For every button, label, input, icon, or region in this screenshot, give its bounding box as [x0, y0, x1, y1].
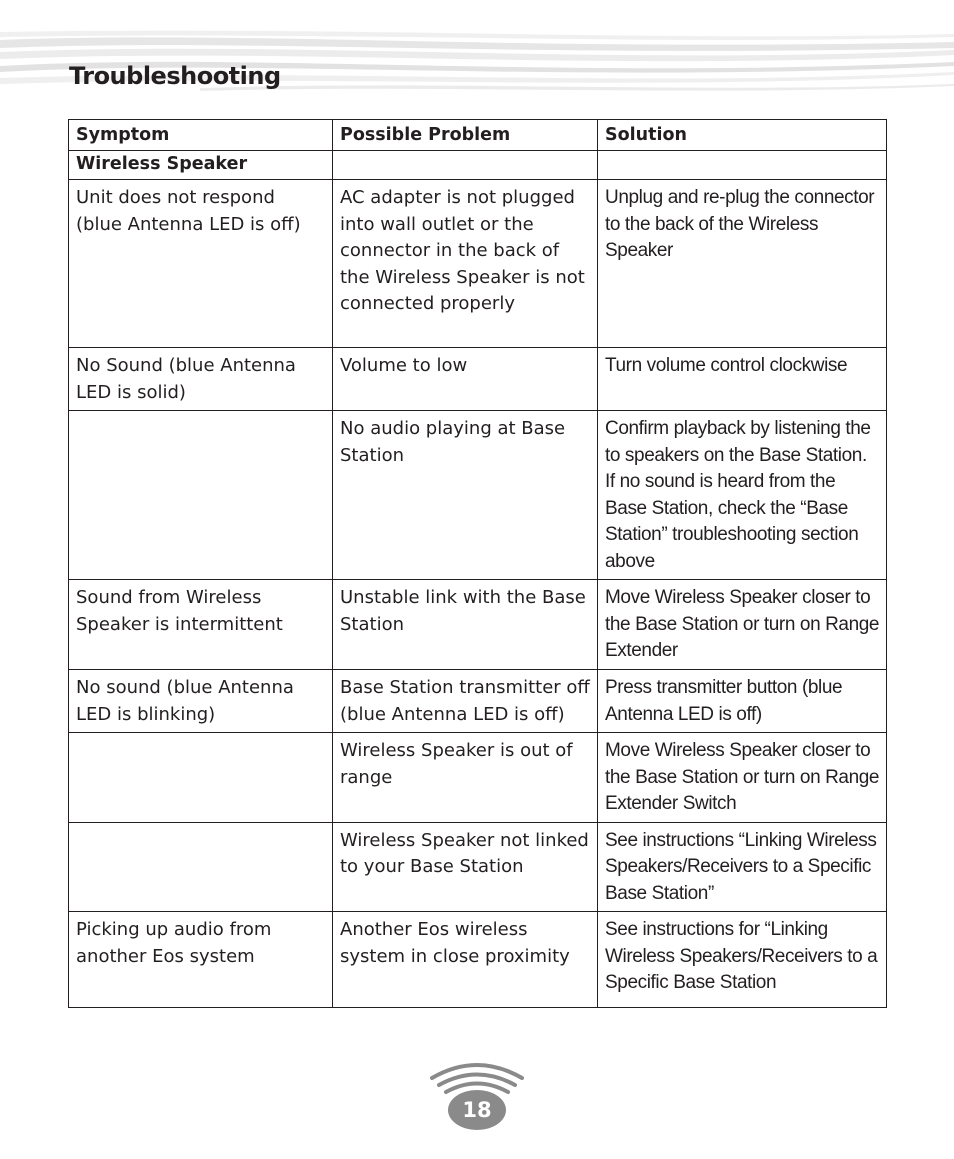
table-row — [69, 580, 887, 670]
problem-cell: Unstable link with the Base Station — [333, 580, 598, 670]
solution-cell: Move Wireless Speaker closer to the Base Station or turn on Range Extender Switch — [598, 733, 887, 823]
section-row-wireless-speaker — [69, 151, 887, 180]
section-label: Wireless Speaker — [69, 151, 333, 180]
symptom-cell: No Sound (blue Antenna LED is solid) — [69, 348, 333, 411]
header-solution: Solution — [598, 120, 887, 151]
header-symptom: Symptom — [69, 120, 333, 151]
table-row — [69, 348, 887, 411]
problem-cell: Another Eos wireless system in close proximity — [333, 912, 598, 1008]
section-empty-cell — [598, 151, 887, 180]
symptom-cell — [69, 411, 333, 580]
solution-cell: Unplug and re-plug the connector to the back of the Wireless Speaker — [598, 180, 887, 348]
problem-cell: Base Station transmitter off (blue Antenna LED is off) — [333, 670, 598, 733]
section-empty-cell — [333, 151, 598, 180]
solution-cell: See instructions for “Linking Wireless Speakers/Receivers to a Specific Base Station — [598, 912, 887, 1008]
table-row — [69, 822, 887, 912]
problem-cell: No audio playing at Base Station — [333, 411, 598, 580]
problem-cell: AC adapter is not plugged into wall outlet or the connector in the back of the Wireless Speaker is not connected properly — [333, 180, 598, 348]
symptom-cell: No sound (blue Antenna LED is blinking) — [69, 670, 333, 733]
page-number: 18 — [462, 1098, 492, 1122]
problem-cell: Wireless Speaker is out of range — [333, 733, 598, 823]
symptom-cell — [69, 733, 333, 823]
symptom-cell: Sound from Wireless Speaker is intermittent — [69, 580, 333, 670]
solution-cell: See instructions “Linking Wireless Speakers/Receivers to a Specific Base Station” — [598, 822, 887, 912]
symptom-cell — [69, 822, 333, 912]
symptom-cell: Unit does not respond (blue Antenna LED is off) — [69, 180, 333, 348]
problem-cell: Wireless Speaker not linked to your Base Station — [333, 822, 598, 912]
table-row — [69, 912, 887, 1008]
header-possible-problem: Possible Problem — [333, 120, 598, 151]
solution-cell: Press transmitter button (blue Antenna LED is off) — [598, 670, 887, 733]
symptom-cell: Picking up audio from another Eos system — [69, 912, 333, 1008]
table-row — [69, 180, 887, 348]
troubleshooting-table — [68, 119, 887, 1008]
table-header-row — [69, 120, 887, 151]
problem-cell: Volume to low — [333, 348, 598, 411]
table-row — [69, 411, 887, 580]
page-title: Troubleshooting — [69, 62, 281, 90]
solution-cell: Confirm playback by listening the to speakers on the Base Station. If no sound is heard from the Base Station, check the “Base Station” troubleshooting section above — [598, 411, 887, 580]
solution-cell: Turn volume control clockwise — [598, 348, 887, 411]
table-row — [69, 670, 887, 733]
solution-cell: Move Wireless Speaker closer to the Base Station or turn on Range Extender — [598, 580, 887, 670]
table-row — [69, 733, 887, 823]
